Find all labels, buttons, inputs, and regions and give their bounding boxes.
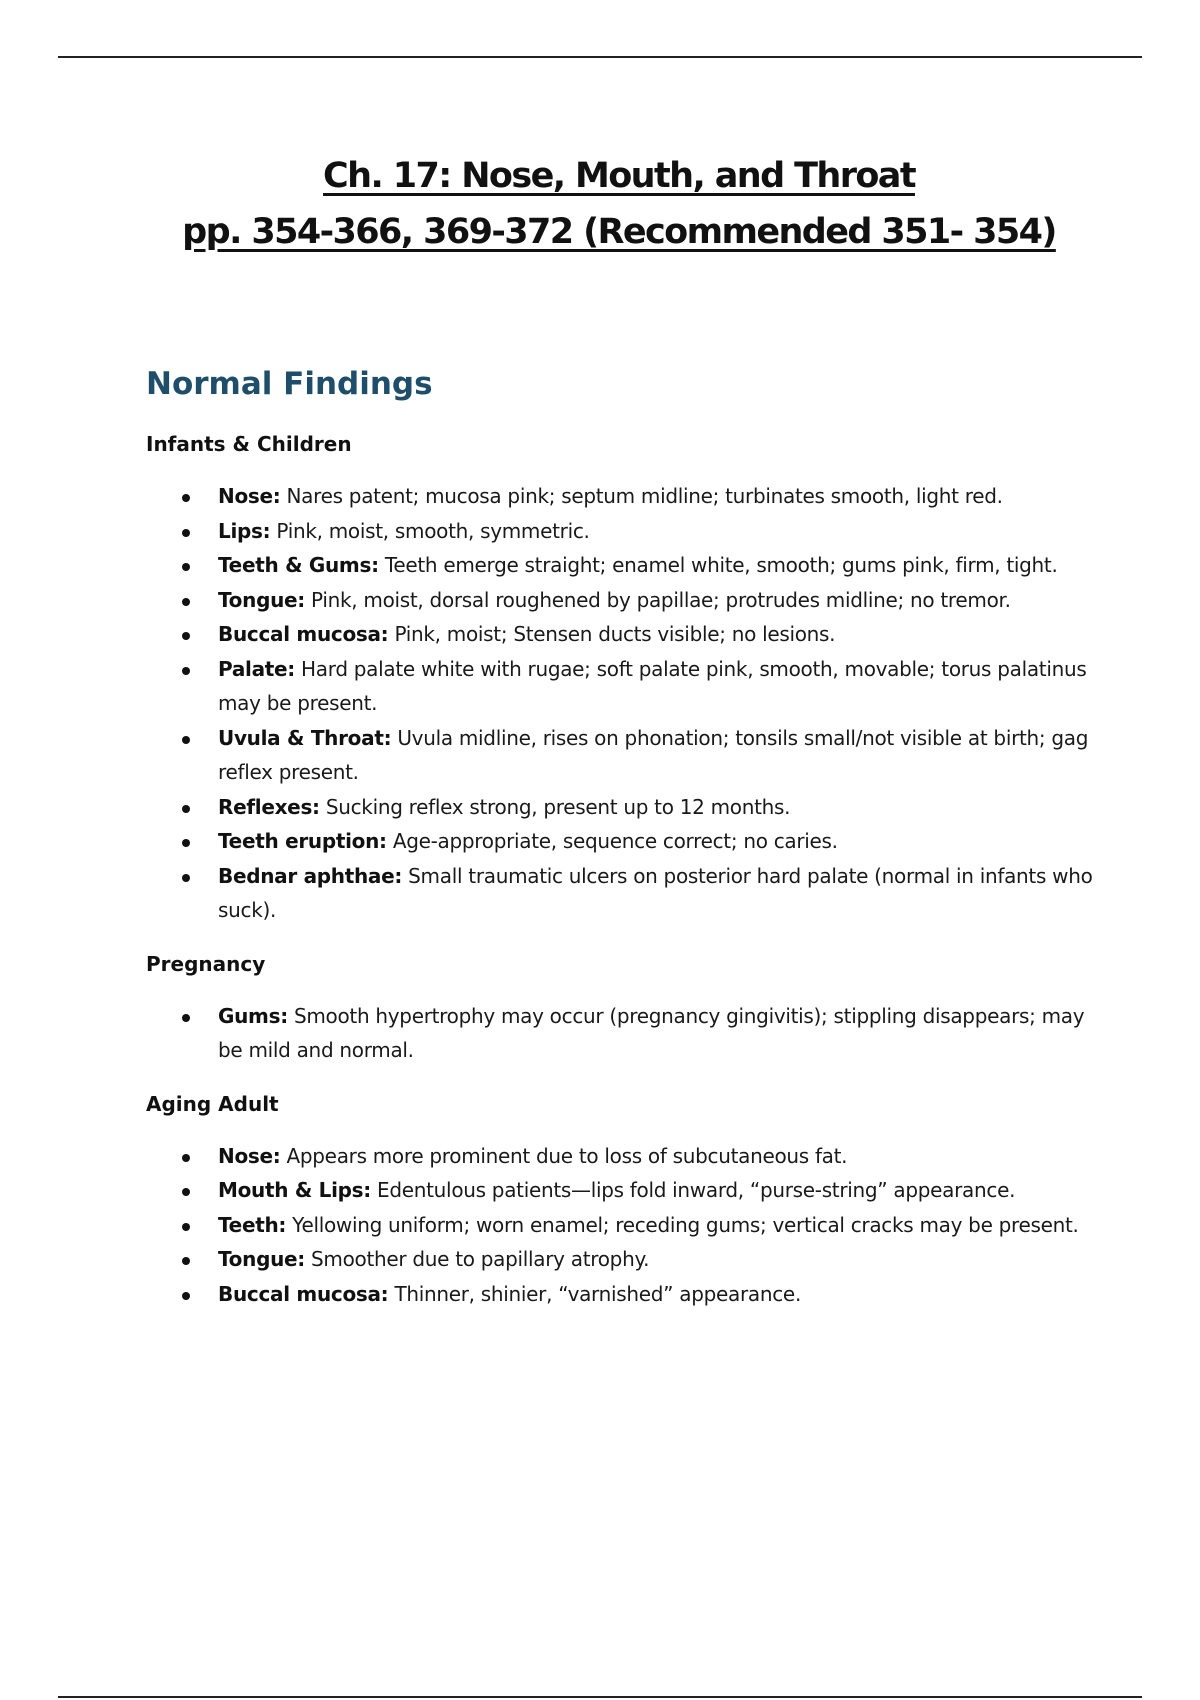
item-text: Smooth hypertrophy may occur (pregnancy gingivitis); stippling disappears; may be mild and normal. <box>218 1003 1085 1062</box>
item-term: Teeth eruption: <box>218 829 387 853</box>
bullet-icon <box>182 805 190 813</box>
item-term: Teeth: <box>218 1212 287 1237</box>
section-heading: Normal Findings <box>146 366 433 402</box>
list-item <box>218 514 1106 549</box>
item-term: Palate: <box>218 656 295 681</box>
list-item <box>218 479 1106 514</box>
list-item <box>218 859 1106 928</box>
item-text: Uvula midline, rises on phonation; tonsils small/not visible at birth; gag reflex present. <box>218 725 1089 784</box>
list-item <box>218 790 1106 825</box>
bullet-icon <box>182 494 190 502</box>
bullet-icon <box>182 598 190 606</box>
bullet-icon <box>182 563 190 571</box>
bullet-icon <box>182 632 190 640</box>
bullet-icon <box>182 736 190 744</box>
item-term: Buccal mucosa: <box>218 622 389 646</box>
list-aging-adult <box>146 1139 1106 1312</box>
bullet-icon <box>182 1292 190 1300</box>
item-term: Gums: <box>218 1003 288 1028</box>
bullet-icon <box>182 529 190 537</box>
document-body <box>146 360 1106 1311</box>
item-term: Bednar aphthae: <box>218 863 403 888</box>
item-text: Edentulous patients—lips fold inward, “purse-string” appearance. <box>370 1178 1016 1202</box>
bullet-icon <box>182 839 190 847</box>
item-term: Nose: <box>218 1143 281 1168</box>
list-item <box>218 1208 1106 1243</box>
item-term: Reflexes: <box>218 794 320 819</box>
title-line-2: pp. 354-366, 369-372 (Recommended 351- 354) <box>182 212 1056 252</box>
item-text: Sucking reflex strong, present up to 12 months. <box>319 794 791 819</box>
item-text: Pink, moist, smooth, symmetric. <box>270 518 590 543</box>
list-item <box>218 1277 1106 1312</box>
subheading-aging-adult: Aging Adult <box>146 1091 279 1116</box>
bullet-icon <box>182 1154 190 1162</box>
item-term: Uvula & Throat: <box>218 725 392 750</box>
bullet-icon <box>182 1257 190 1265</box>
document-title <box>0 148 1200 260</box>
list-item <box>218 617 1106 652</box>
item-text: Hard palate white with rugae; soft palate pink, smooth, movable; torus palatinus may be present. <box>218 656 1087 715</box>
list-item <box>218 721 1106 790</box>
list-item <box>218 824 1106 859</box>
item-text: Teeth emerge straight; enamel white, smooth; gums pink, firm, tight. <box>378 553 1058 577</box>
item-term: Teeth & Gums: <box>218 553 379 577</box>
subheading-infants-children: Infants & Children <box>146 432 352 456</box>
item-term: Lips: <box>218 518 271 543</box>
item-text: Nares patent; mucosa pink; septum midline; turbinates smooth, light red. <box>280 484 1003 508</box>
bullet-icon <box>182 874 190 882</box>
bottom-rule <box>58 1696 1142 1698</box>
item-term: Tongue: <box>218 1247 305 1271</box>
item-text: Small traumatic ulcers on posterior hard palate (normal in infants who suck). <box>218 863 1093 922</box>
bullet-icon <box>182 1188 190 1196</box>
list-item <box>218 1242 1106 1277</box>
list-infants-children <box>146 479 1106 928</box>
list-pregnancy <box>146 999 1106 1068</box>
list-item <box>218 652 1106 721</box>
item-term: Nose: <box>218 484 281 508</box>
list-item <box>218 1173 1106 1208</box>
list-item <box>218 548 1106 583</box>
bullet-icon <box>182 667 190 675</box>
title-line-1: Ch. 17: Nose, Mouth, and Throat <box>323 156 915 196</box>
subheading-pregnancy: Pregnancy <box>146 951 266 976</box>
item-term: Tongue: <box>218 587 305 612</box>
bullet-icon <box>182 1014 190 1022</box>
top-rule <box>58 56 1142 58</box>
item-text: Smoother due to papillary atrophy. <box>304 1247 650 1271</box>
list-item <box>218 999 1106 1068</box>
item-text: Yellowing uniform; worn enamel; receding gums; vertical cracks may be present. <box>286 1212 1079 1237</box>
bullet-icon <box>182 1223 190 1231</box>
item-term: Mouth & Lips: <box>218 1178 371 1202</box>
list-item <box>218 1139 1106 1174</box>
item-text: Age-appropriate, sequence correct; no caries. <box>386 829 838 853</box>
item-text: Pink, moist; Stensen ducts visible; no lesions. <box>388 622 836 646</box>
list-item <box>218 583 1106 618</box>
item-text: Appears more prominent due to loss of subcutaneous fat. <box>280 1143 848 1168</box>
item-term: Buccal mucosa: <box>218 1281 389 1306</box>
item-text: Pink, moist, dorsal roughened by papillae; protrudes midline; no tremor. <box>304 587 1011 612</box>
item-text: Thinner, shinier, “varnished” appearance. <box>388 1281 801 1306</box>
